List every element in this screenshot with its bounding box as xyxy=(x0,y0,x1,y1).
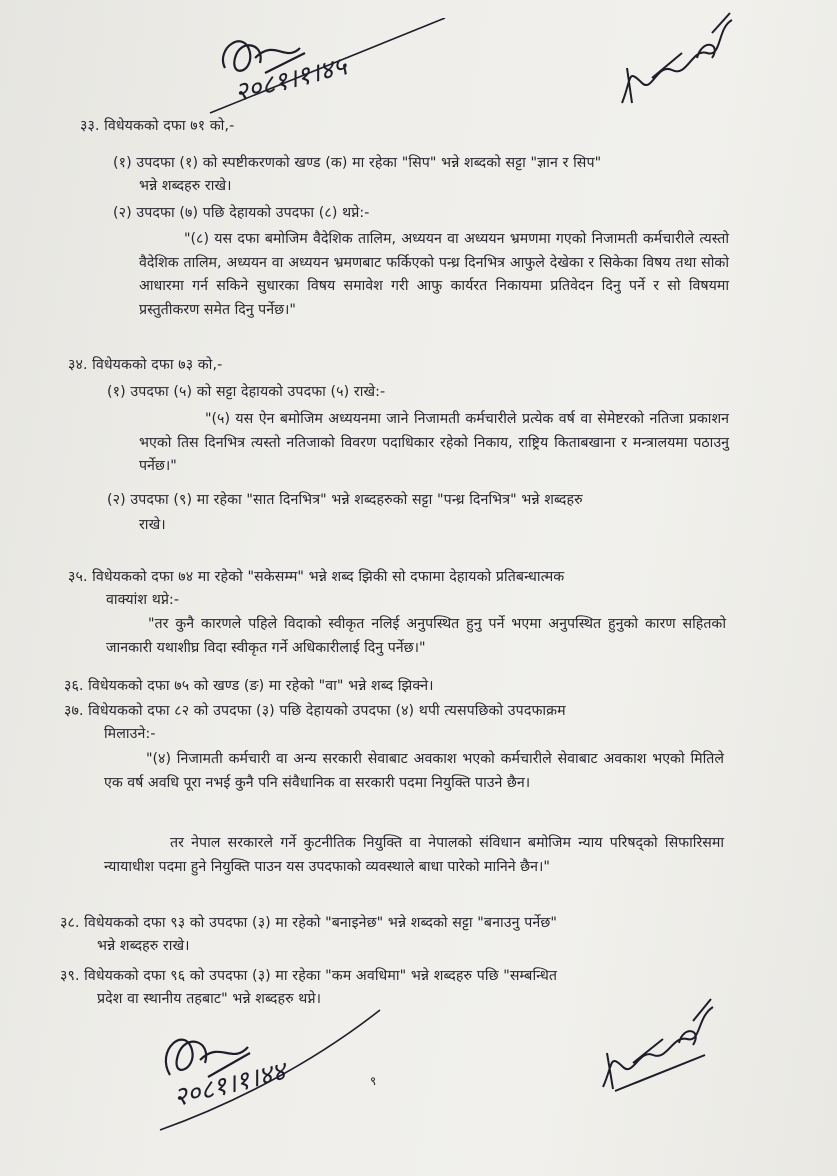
section-33-quote: "(८) यस दफा बमोजिम वैदेशिक तालिम, अध्ययन वा अध्ययन भ्रमणमा गएको निजामती कर्मचारीले त्यस्तो वैदेशिक तालिम, अध्ययन वा अध्ययन भ्रमणबाट फर्किएको पन्ध्र दिनभित्र आफुले देखेका र सिकेका विषय तथा सोको आधारमा गर्न सकिने सुधारका विषय समावेश गरी आफु कार्यरत निकायमा प्रतिवेदन दिनु पर्ने र सो विषयमा प्रस्तुतीकरण समेत दिनु पर्नेछ।" xyxy=(139,231,729,318)
section-37-heading-line-2: मिलाउने:- xyxy=(104,726,156,742)
section-35-heading-line-1: ३५. विधेयकको दफा ७४ मा रहेको "सकेसम्म" भन्ने शब्द झिकी सो दफामा देहायको प्रतिबन्धात्मक xyxy=(68,569,565,585)
section-35-quote: "तर कुनै कारणले पहिले विदाको स्वीकृत नलिई अनुपस्थित हुनु पर्ने भएमा अनुपस्थित हुनुको कारण सहितको जानकारी यथाशीघ्र विदा स्वीकृत गर्ने अधिकारीलाई दिनु पर्नेछ।" xyxy=(106,616,726,656)
section-38-line-1: ३८. विधेयकको दफा ९३ को उपदफा (३) मा रहेको "बनाइनेछ" भन्ने शब्दको सट्टा "बनाउनु पर्नेछ" xyxy=(60,915,558,931)
signature-bottom-right xyxy=(595,995,725,1095)
section-39-line-2: प्रदेश वा स्थानीय तहबाट" भन्ने शब्दहरु थप्ने। xyxy=(97,991,322,1007)
section-33-heading: ३३. विधेयकको दफा ७१ को,- xyxy=(80,118,235,134)
signature-top-right xyxy=(612,8,742,108)
signature-bottom-left xyxy=(150,1005,390,1135)
section-36-text: ३६. विधेयकको दफा ७५ को खण्ड (ङ) मा रहेको "वा" भन्ने शब्द झिक्ने। xyxy=(64,678,434,694)
section-35-heading-line-2: वाक्यांश थप्ने:- xyxy=(106,592,180,608)
section-34-item-1: (१) उपदफा (५) को सट्टा देहायको उपदफा (५) राखे:- xyxy=(107,384,386,400)
section-34-quote: "(५) यस ऐन बमोजिम अध्ययनमा जाने निजामती कर्मचारीले प्रत्येक वर्ष वा सेमेष्टरको नतिजा प्रकाशन भएको तिस दिनभित्र त्यस्तो नतिजाको विवरण पदाधिकार रहेको निकाय, राष्ट्रिय किताबखाना र मन्त्रालयमा पठाउनु पर्नेछ।" xyxy=(139,411,729,474)
page-number: ९ xyxy=(370,1074,377,1088)
section-37-quote-1: "(४) निजामती कर्मचारी वा अन्य सरकारी सेवाबाट अवकाश भएको कर्मचारीले सेवाबाट अवकाश भएको मितिले एक वर्ष अवधि पूरा नभई कुनै पनि संवैधानिक वा सरकारी पदमा नियुक्ति पाउने छैन। xyxy=(104,751,724,791)
signature-top-left xyxy=(205,18,455,118)
signature-bottom-left-date: २०८१।१।४४ xyxy=(170,1056,289,1114)
section-37-quote-2: तर नेपाल सरकारले गर्ने कुटनीतिक नियुक्ति वा नेपालको संविधान बमोजिम न्याय परिषद्को सिफारिसमा न्यायाधीश पदमा हुने नियुक्ति पाउन यस उपदफाको व्यवस्थाले बाधा पारेको मानिने छैन।" xyxy=(104,835,724,875)
signature-top-left-date: २०८१।१।४५ xyxy=(231,51,350,109)
section-38-line-2: भन्ने शब्दहरु राखे। xyxy=(97,938,190,954)
section-39-line-1: ३९. विधेयकको दफा ९६ को उपदफा (३) मा रहेका "कम अवधिमा" भन्ने शब्दहरु पछि "सम्बन्धित xyxy=(60,968,558,984)
section-37-heading-line-1: ३७. विधेयकको दफा ८२ को उपदफा (३) पछि देहायको उपदफा (४) थपी त्यसपछिको उपदफाक्रम xyxy=(64,703,566,719)
section-34-heading: ३४. विधेयकको दफा ७३ को,- xyxy=(68,357,223,373)
section-33-item-2: (२) उपदफा (७) पछि देहायको उपदफा (८) थप्ने:- xyxy=(113,205,370,221)
section-34-item-2-line-2: राखे। xyxy=(139,517,166,533)
section-34-item-2-line-1: (२) उपदफा (९) मा रहेका "सात दिनभित्र" भन्ने शब्दहरुको सट्टा "पन्ध्र दिनभित्र" भन्ने शब्दहरु xyxy=(107,492,583,508)
section-33-item-1-line-1: (१) उपदफा (१) को स्पष्टीकरणको खण्ड (क) मा रहेका "सिप" भन्ने शब्दको सट्टा "ज्ञान र सिप" xyxy=(113,155,602,171)
section-33-item-1-line-2: भन्ने शब्दहरु राखे। xyxy=(139,178,232,194)
